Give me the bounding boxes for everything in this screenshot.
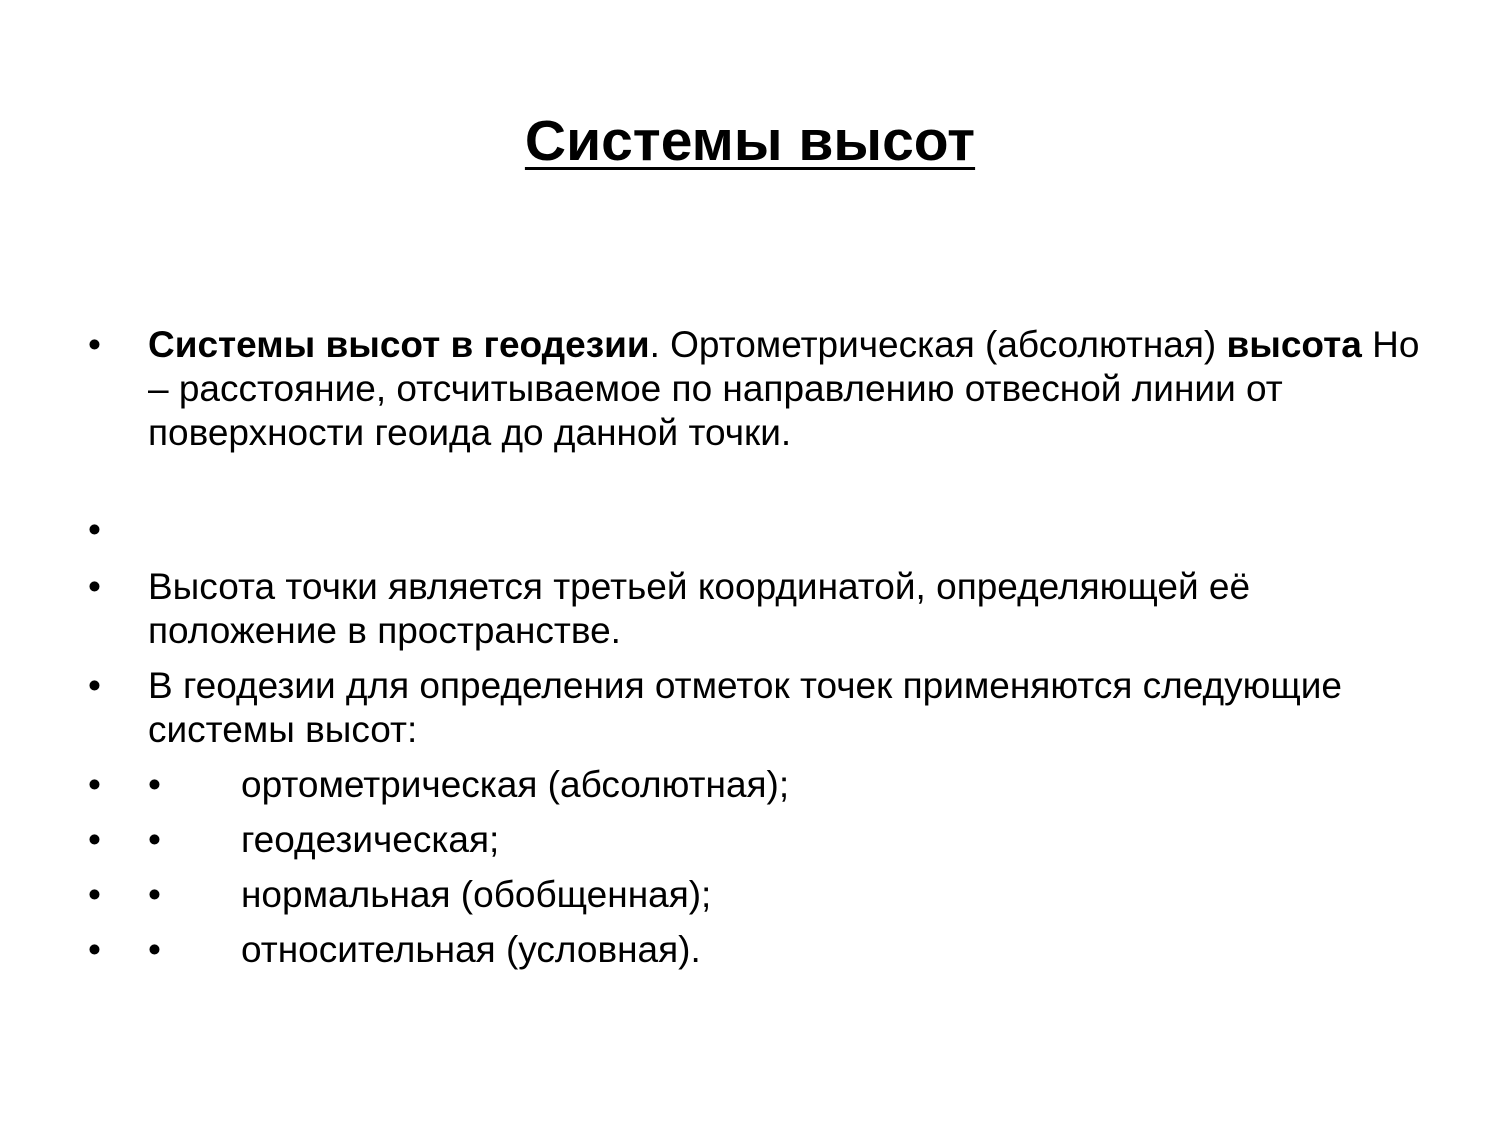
item-text: Hо – расстояние, отсчитываемое по направлению отвесной линии от поверхности геоида до данной точки. — [148, 324, 1420, 453]
bullet-icon: • — [88, 929, 101, 970]
item-text: Высота точки является третьей координатой, определяющей её положение в пространстве. — [148, 566, 1251, 651]
list-item — [88, 928, 1428, 972]
bullet-icon: • — [88, 509, 101, 550]
bullet-icon: • — [88, 566, 101, 607]
sub-bullet-icon: • — [148, 764, 161, 805]
sub-bullet-icon: • — [148, 929, 161, 970]
bold-lead: Системы высот в геодезии — [148, 324, 650, 365]
bold-term: высота — [1226, 324, 1362, 365]
bullet-icon: • — [88, 764, 101, 805]
sub-bullet-icon: • — [148, 819, 161, 860]
list-item — [88, 818, 1428, 862]
list-item — [88, 565, 1428, 653]
list-item — [88, 664, 1428, 752]
bullet-icon: • — [88, 324, 101, 365]
item-text: геодезическая; — [241, 819, 500, 860]
item-text: нормальная (обобщенная); — [241, 874, 712, 915]
bullet-icon: • — [88, 819, 101, 860]
slide-title-text: Системы высот — [524, 109, 976, 173]
item-text: ортометрическая (абсолютная); — [241, 764, 790, 805]
list-item — [88, 763, 1428, 807]
list-item — [88, 323, 1428, 455]
sub-bullet-icon: • — [148, 874, 161, 915]
bullet-icon: • — [88, 874, 101, 915]
item-text: относительная (условная). — [241, 929, 701, 970]
bullet-icon: • — [88, 665, 101, 706]
list-item — [88, 873, 1428, 917]
item-text: В геодезии для определения отметок точек применяются следующие системы высот: — [148, 665, 1343, 750]
item-text: . Ортометрическая (абсолютная) — [649, 324, 1227, 365]
